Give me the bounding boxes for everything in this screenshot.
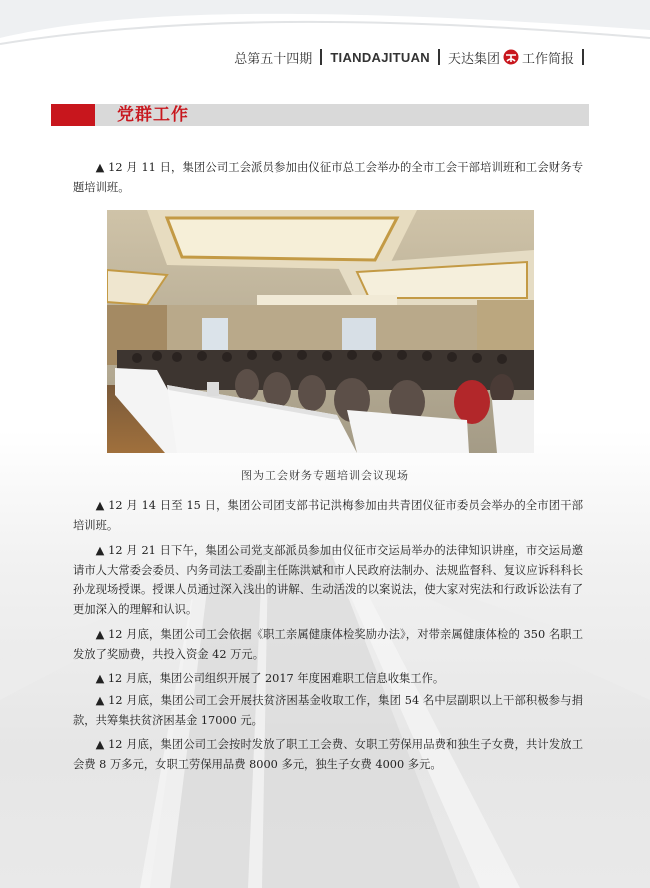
news-item: ▲ 12 月底，集团公司工会开展扶贫济困基金收取工作，集团 54 名中层副职以上干部积极参与捐款，共筹集扶贫济困基金 17000 元。	[73, 694, 583, 727]
news-item: ▲ 12 月底，集团公司组织开展了 2017 年度困难职工信息收集工作。	[95, 672, 445, 685]
photo-caption: 图为工会财务专题培训会议现场	[241, 469, 409, 482]
section-accent-block	[51, 104, 95, 126]
issue-number: 总第五十四期	[234, 51, 313, 67]
news-item: ▲ 12 月 11 日，集团公司工会派员参加由仪征市总工会举办的全市工会干部培训班和工会财务专题培训班。	[73, 161, 583, 194]
news-item: ▲ 12 月 21 日下午，集团公司党支部派员参加由仪征市交运局举办的法律知识讲座，市交运局邀请市人大常委会委员、内务司法工委副主任陈洪斌和市人民政府法制办、法规监督科、复议应诉科科长孙龙现场授课。授课人员通过深入浅出的讲解、生动活泼的以案说法，使大家对宪法和行政诉讼法有了更加深入的理解和认识。	[73, 544, 583, 616]
section-title: 党群工作	[117, 105, 189, 125]
publication-name: 工作简报	[521, 51, 574, 67]
company-name: 天达集团	[447, 51, 500, 67]
header-divider	[582, 49, 584, 65]
news-item: ▲ 12 月底，集团公司工会依据《职工亲属健康体检奖励办法》，对带亲属健康体检的 350 名职工发放了奖励费，共投入资金 42 万元。	[73, 628, 583, 661]
header-divider	[438, 49, 440, 65]
header-divider	[320, 49, 322, 65]
page-header	[234, 47, 592, 67]
news-item: ▲ 12 月底，集团公司工会按时发放了职工工会费、女职工劳保用品费和独生子女费，共计发放工会费 8 万多元，女职工劳保用品费 8000 多元，独生子女费 4000 多元。	[73, 738, 583, 771]
brand-name: TIANDAJITUAN	[330, 49, 430, 65]
section-header-bar	[51, 104, 589, 126]
tianda-logo-icon	[503, 49, 519, 65]
meeting-photo	[107, 210, 534, 453]
news-item: ▲ 12 月 14 日至 15 日，集团公司团支部书记洪梅参加由共青团仪征市委员会举办的全市团干部培训班。	[73, 499, 583, 532]
